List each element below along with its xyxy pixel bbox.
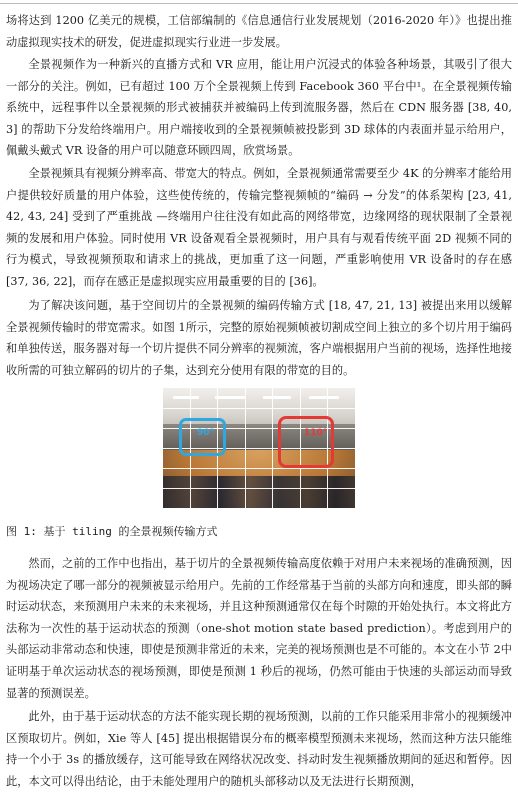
figure-light xyxy=(263,396,291,399)
viewport-angle-label-blue: 90° xyxy=(197,428,215,438)
tile-grid-line xyxy=(163,488,355,489)
figure-light xyxy=(173,396,199,399)
paragraph-tiling-solution: 为了解决该问题，基于空间切片的全景视频的编码传输方式 [18, 47, 21, 13] 被提出来用以缓解全景视频传输时的带宽需求。如图 1所示，完整的原始视频帧被切割成空间上独立的多个切片用于编码和单独传送，服务器对每一个切片提供不同分辨率的视频流，客户端根据用户当前的视场，选择性地接收所需的可独立解码的切片的子集，达到充分使用有限的带宽的目的。 xyxy=(6,299,512,377)
paragraph-buffer-limitation: 此外，由于基于运动状态的方法不能实现长期的视场预测，以前的工作只能采用非常小的视频缓冲区预取切片。例如，Xie 等人 [45] 提出根据错误分布的概率模型预测未来视场，然而这种方法只能维持一个小于 3s 的播放缓存，这可能导致在网络状况改变、抖动时发生视频播放期间的延迟和暂停。因此，本文可以得出结论，由于未能处理用户的随机头部移动以及无法进行长期预测， xyxy=(6,710,512,788)
page-top-edge xyxy=(0,0,518,4)
paragraph-panoramic-video: 全景视频作为一种新兴的直播方式和 VR 应用，能让用户沉浸式的体验各种场景，其吸引了很大一部分的关注。例如，已有超过 100 万个全景视频上传到 Facebook 360 平台中¹。在全景视频传输系统中，远程事件以全景视频的形式被捕获并被编码上传到流服务器，然后在 CDN 服务器 [38, 40, 3] 的帮助下分发给终端用户。用户端接收到的全景视频帧被投影到 3D 球体的内表面并显示给用户，佩戴头戴式 VR 设备的用户可以随意环顾四周，欣赏场景。 xyxy=(6,58,512,158)
tile-grid-line xyxy=(163,408,355,409)
figure-caption: 图 1: 基于 tiling 的全景视频传输方式 xyxy=(6,525,218,538)
tile-grid-line xyxy=(163,468,355,469)
paragraph-prediction-dependence: 然而，之前的工作中也指出，基于切片的全景视频传输高度依赖于对用户未来视场的准确预测，因为视场决定了哪一部分的视频被显示给用户。先前的工作经常基于当前的头部方向和速度，即头部的瞬时运动状态，来预测用户未来的未来视场，并且这种预测通常仅在每个时隙的开始处执行。本文将此方法称为一次性的基于运动状态的预测（one-shot motion state based prediction）。考虑到用户的头部运动非常动态和快速，即使是预测非常近的未来，完美的视场预测也是不可能的。本文在小节 2中证明基于单次运动状态的视场预测，即使是预测 1 秒后的视场，仍然可能由于快速的头部运动而导致显著的预测误差。 xyxy=(6,557,512,700)
tiling-figure xyxy=(163,388,355,508)
paragraph-intro-continued: 场将达到 1200 亿美元的规模，工信部编制的《信息通信行业发展规划（2016-2020 年）》也提出推动虚拟现实技术的研发，促进虚拟现实行业进一步发展。 xyxy=(6,14,512,49)
viewport-box-red xyxy=(278,416,334,468)
viewport-angle-label-red: 110° xyxy=(304,428,328,438)
paragraph-resolution-bandwidth: 全景视频具有视频分辨率高、带宽大的特点。例如，全景视频通常需要至少 4K 的分辨率才能给用户提供较好质量的用户体验，这些使传统的，传输完整视频帧的“编码 → 分发”的体系架构 [23, 41, 42, 43, 24] 受到了严重挑战 —终端用户往往没有如此高的网络带宽，边缘网络的现状限制了全景视频的发展和用户体验。同时使用 VR 设备观看全景视频时，用户具有与观看传统平面 2D 视频不同的行为模式，导致视频预取和请求上的挑战，更加重了这一问题，严重影响使用 VR 设备时的存在感 [37, 36, 22]，而存在感正是虚拟现实应用最重要的目的 [36]。 xyxy=(6,167,512,288)
figure-light xyxy=(309,396,339,399)
figure-light xyxy=(215,396,245,399)
